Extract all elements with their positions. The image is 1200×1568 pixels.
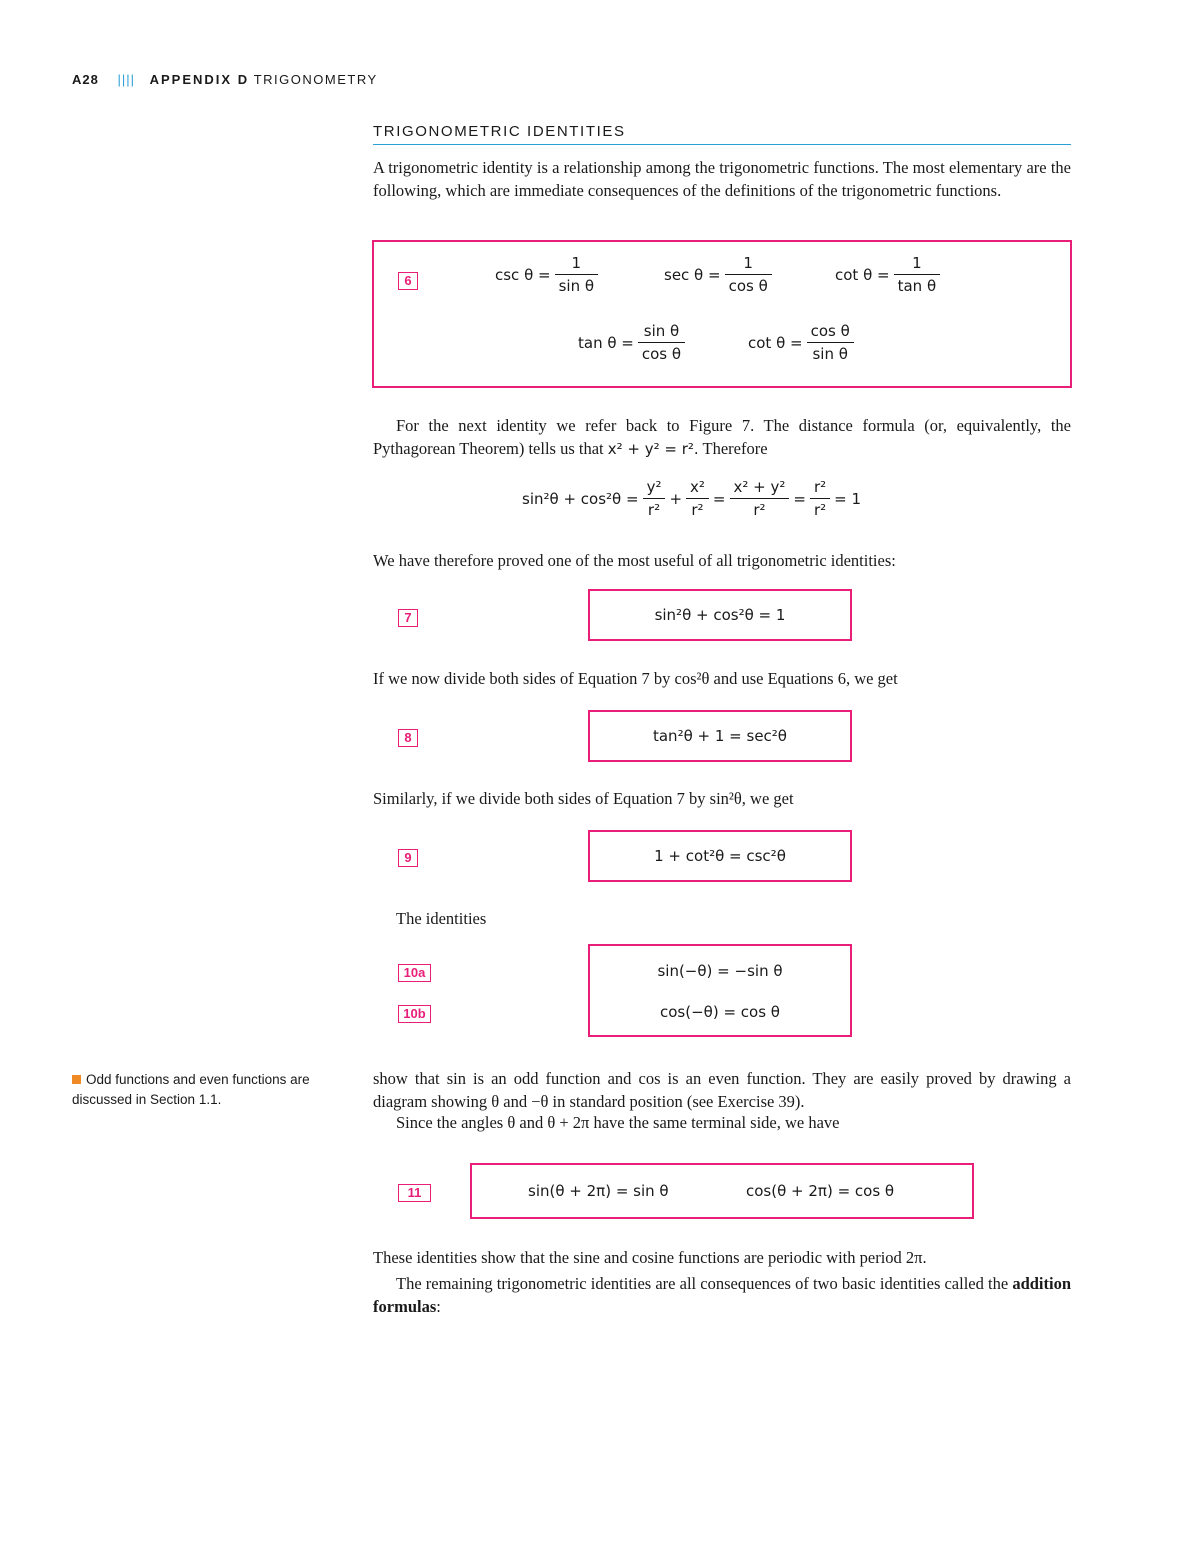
derivation-lhs: sin²θ + cos²θ = [522,489,639,508]
tan2-lhs: tan θ = [578,333,634,352]
derivation-f3-num: x² + y² [730,476,790,499]
cot-identity [835,252,944,297]
equation-10a: sin(−θ) = −sin θ [657,962,783,980]
addition-formulas-paragraph [373,1272,1071,1318]
addition-colon: : [436,1297,441,1316]
therefore-text: Therefore [702,439,768,458]
appendix-topic: TRIGONOMETRY [253,72,378,87]
cot-denominator: tan θ [897,277,937,295]
cot-fraction [894,252,941,297]
derivation-f4-num: r² [810,476,830,499]
cot2-lhs: cot θ = [748,333,803,352]
derivation-fraction-1 [643,476,666,521]
identities-intro: The identities [396,909,487,928]
derivation-equals-2: = [793,489,806,508]
pythagorean-paragraph [373,414,1071,461]
csc-denominator: sin θ [558,277,595,295]
derivation-f1-den: r² [647,501,661,519]
equation-6-tag: 6 [398,272,418,290]
sec-identity [664,252,776,297]
divide-by-cos-paragraph: If we now divide both sides of Equation 7 by cos²θ and use Equations 6, we get [373,669,898,688]
periodic-paragraph: These identities show that the sine and cosine functions are periodic with period 2π. [373,1248,927,1267]
csc-fraction [555,252,598,297]
csc-numerator: 1 [555,252,598,275]
sec-numerator: 1 [725,252,772,275]
margin-note-text: Odd functions and even functions are discussed in Section 1.1. [72,1072,310,1107]
margin-note [72,1070,322,1110]
sec-denominator: cos θ [728,277,768,295]
section-title: TRIGONOMETRIC IDENTITIES [373,123,1071,145]
equation-9-tag: 9 [398,849,418,867]
divide-by-sin-paragraph: Similarly, if we divide both sides of Equation 7 by sin²θ, we get [373,789,794,808]
tan-quotient-identity [578,320,689,365]
equation-11-cos: cos(θ + 2π) = cos θ [746,1182,895,1200]
equation-10b: cos(−θ) = cos θ [660,1003,780,1021]
derivation-equals-1: = [712,489,726,508]
derivation-fraction-4 [810,476,830,521]
addition-keyword: addition formulas [373,1274,1072,1316]
tan2-fraction [638,320,685,365]
pythagorean-text: For the next identity we refer back to Figure 7. The distance formula (or, equivalently, the Pythagorean Theorem) tells us that [373,416,1071,458]
equation-10b-tag: 10b [398,1005,431,1023]
derivation-plus: + [669,489,683,508]
equation-8-box: tan²θ + 1 = sec²θ [588,710,852,762]
running-header [72,72,378,92]
sec-lhs: sec θ = [664,265,721,284]
terminal-side-paragraph: Since the angles θ and θ + 2π have the same terminal side, we have [396,1113,840,1132]
useful-identity-paragraph: We have therefore proved one of the most useful of all trigonometric identities: [373,551,896,570]
derivation-rhs: = 1 [834,489,862,508]
cot-quotient-identity [748,320,858,365]
odd-even-paragraph: show that sin is an odd function and cos is an even function. They are easily proved by drawing a diagram showing θ and −θ in standard position (see Exercise 39). [373,1069,1071,1111]
derivation-f2-den: r² [691,501,704,519]
equation-10-box [588,944,852,1037]
derivation-f3-den: r² [753,501,766,519]
sec-fraction [725,252,772,297]
equation-7-tag: 7 [398,609,418,627]
equation-11-sin: sin(θ + 2π) = sin θ [528,1182,669,1200]
derivation-fraction-2 [686,476,709,521]
cot-lhs: cot θ = [835,265,890,284]
equation-8-tag: 8 [398,729,418,747]
equation-9-box: 1 + cot²θ = csc²θ [588,830,852,882]
csc-lhs: csc θ = [495,265,551,284]
equation-7-box: sin²θ + cos²θ = 1 [588,589,852,641]
derivation-f1-num: y² [643,476,666,499]
equation-11-tag: 11 [398,1184,431,1202]
header-bars: |||| [117,72,135,87]
appendix-label: APPENDIX D [149,72,250,87]
note-bullet-icon [72,1075,81,1084]
addition-text: The remaining trigonometric identities are all consequences of two basic identities called the [396,1274,1009,1293]
derivation-fraction-3 [730,476,790,521]
cot-numerator: 1 [894,252,941,275]
pythagorean-derivation [522,476,861,521]
tan2-denominator: cos θ [641,345,682,363]
tan2-numerator: sin θ [638,320,685,343]
pythagorean-formula: x² + y² = r². [607,440,699,458]
equation-10a-tag: 10a [398,964,431,982]
csc-identity [495,252,602,297]
cot2-numerator: cos θ [807,320,854,343]
intro-paragraph: A trigonometric identity is a relationship among the trigonometric functions. The most elementary are the following, which are immediate consequences of the definitions of the trigonometric functions. [373,158,1071,200]
derivation-f4-den: r² [813,501,827,519]
cot2-denominator: sin θ [812,345,848,363]
page-number: A28 [72,72,99,87]
cot2-fraction [807,320,854,365]
derivation-f2-num: x² [686,476,709,499]
